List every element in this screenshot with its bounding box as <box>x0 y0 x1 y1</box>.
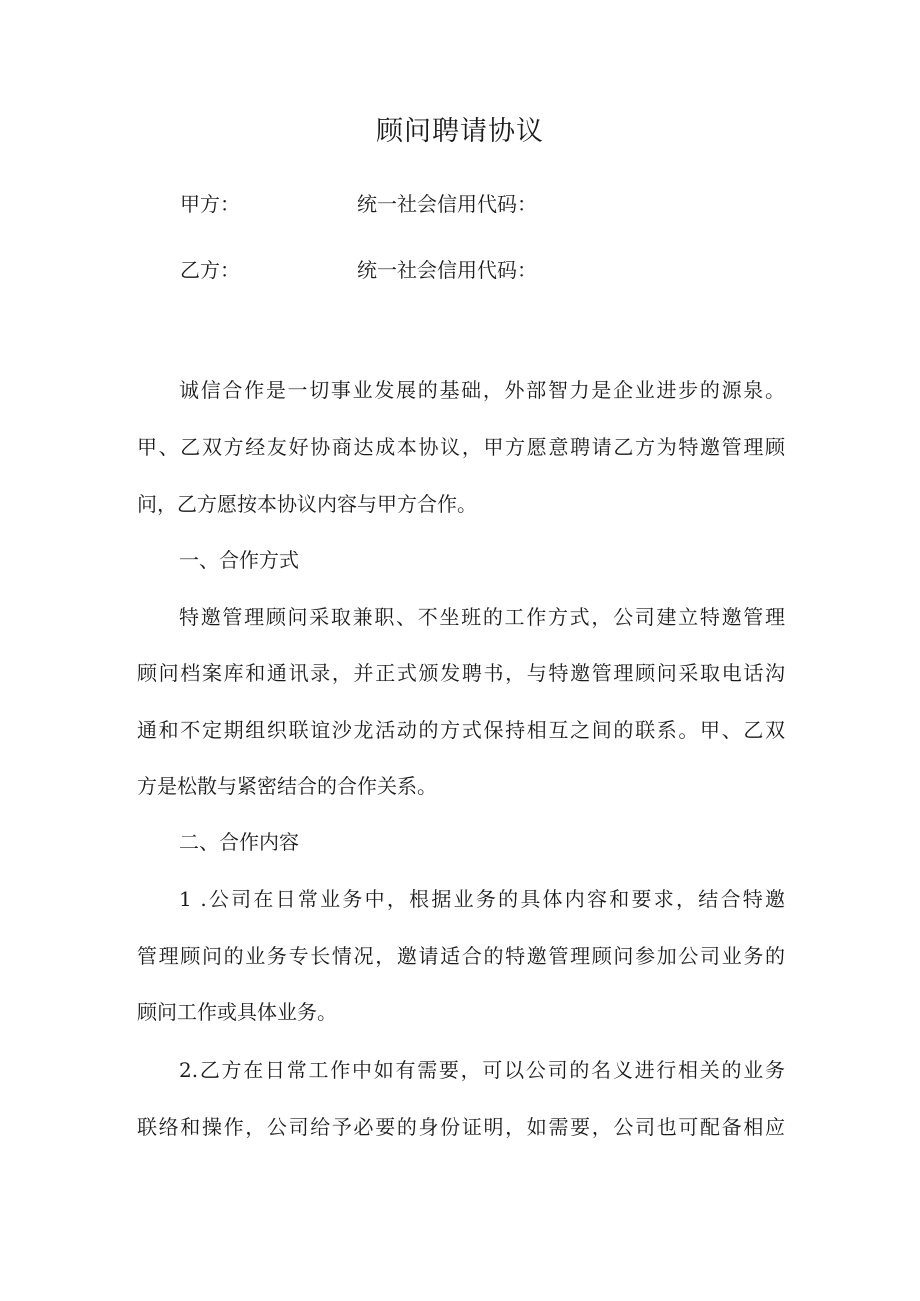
section-2-item-2-line-2: 联络和操作，公司给予必要的身份证明，如需要，公司也可配备相应 <box>137 1115 785 1139</box>
section-2-item-1-line-3: 顾问工作或具体业务。 <box>137 1000 337 1024</box>
section-1-line-2: 顾问档案库和通讯录，并正式颁发聘书，与特邀管理顾问采取电话沟 <box>137 661 785 685</box>
section-1-line-4: 方是松散与紧密结合的合作关系。 <box>137 774 437 798</box>
party-b-credit-code-label: 统一社会信用代码： <box>357 258 537 282</box>
section-2-item-2-line-1: 2.乙方在日常工作中如有需要，可以公司的名义进行相关的业务 <box>179 1058 785 1082</box>
section-2-heading: 二、合作内容 <box>179 830 299 854</box>
party-a-label: 甲方： <box>180 192 240 216</box>
section-1-line-3: 通和不定期组织联谊沙龙活动的方式保持相互之间的联系。甲、乙双 <box>137 718 785 742</box>
intro-line-3: 问，乙方愿按本协议内容与甲方合作。 <box>137 492 477 516</box>
document-title: 顾问聘请协议 <box>376 116 544 147</box>
party-b-label: 乙方： <box>180 258 240 282</box>
party-a-credit-code-label: 统一社会信用代码： <box>357 192 537 216</box>
section-2-item-1-line-2: 管理顾问的业务专长情况，邀请适合的特邀管理顾问参加公司业务的 <box>137 944 785 968</box>
section-2-item-1-line-1: 1 .公司在日常业务中，根据业务的具体内容和要求，结合特邀 <box>179 887 785 911</box>
intro-line-1: 诚信合作是一切事业发展的基础，外部智力是企业进步的源泉。 <box>179 378 785 402</box>
section-1-line-1: 特邀管理顾问采取兼职、不坐班的工作方式，公司建立特邀管理 <box>179 605 785 629</box>
intro-line-2: 甲、乙双方经友好协商达成本协议，甲方愿意聘请乙方为特邀管理顾 <box>137 435 785 459</box>
section-1-heading: 一、合作方式 <box>179 548 299 572</box>
